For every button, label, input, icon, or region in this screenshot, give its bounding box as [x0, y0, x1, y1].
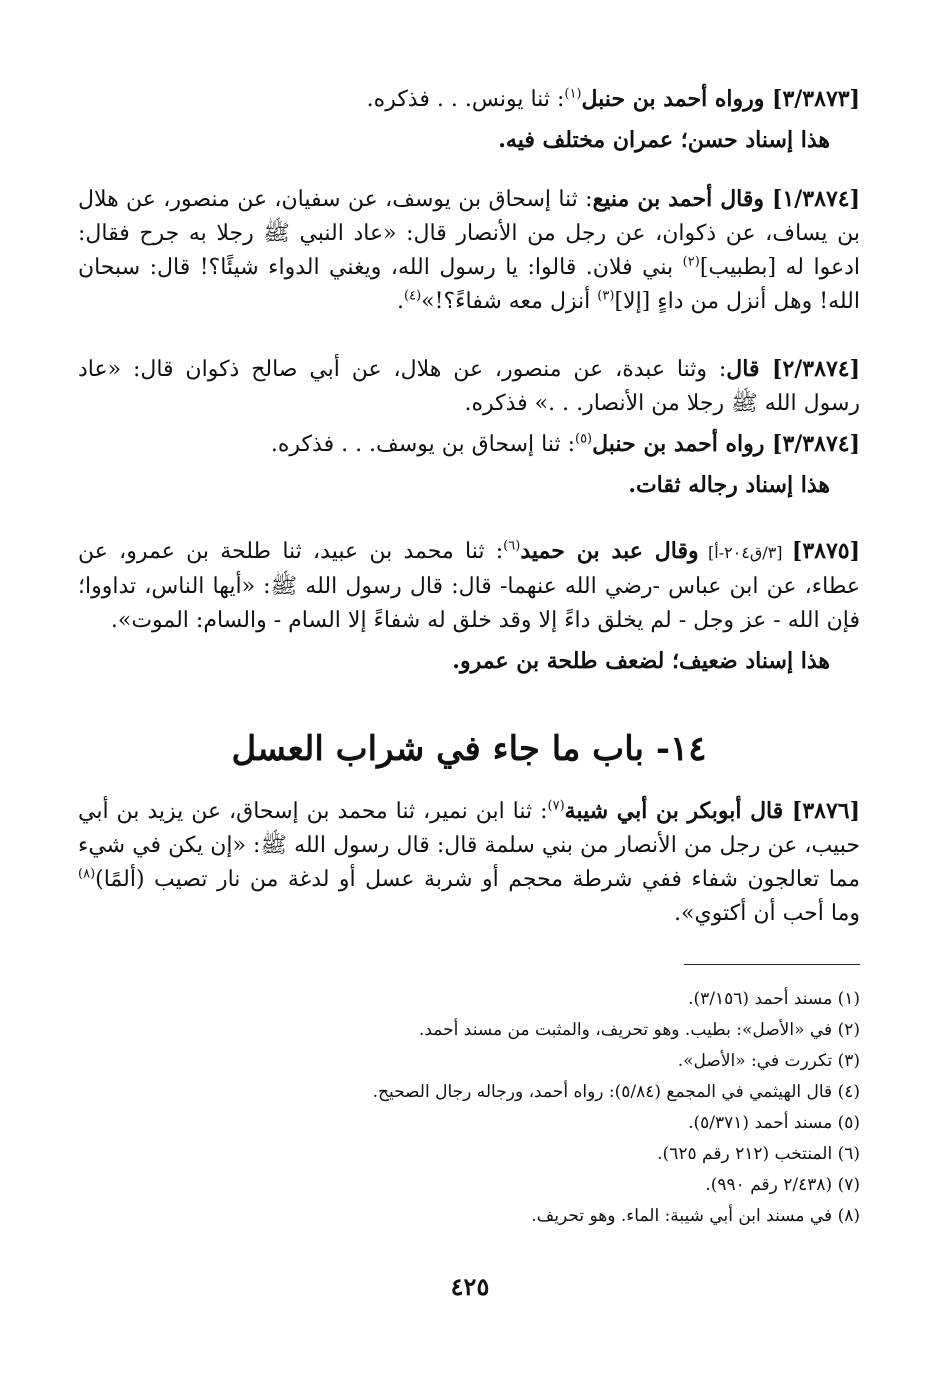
page-number: ٤٢٥: [450, 1272, 490, 1301]
footnote-separator: [684, 964, 860, 965]
grading-text: هذا إسناد رجاله ثقات.: [628, 472, 830, 498]
manuscript-ref: [٣/ق٢٠٤-أ]: [698, 543, 792, 562]
grading-line: [78, 644, 860, 679]
hadith-paragraph: [78, 182, 860, 319]
hadith-text: : ثنا يونس. . . فذكره.: [366, 87, 565, 112]
hadith-number: [٣٨٧٥]: [791, 538, 861, 564]
hadith-text: أنزل معه شفاءً؟!»: [421, 289, 598, 314]
hadith-text: .: [397, 289, 405, 314]
hadith-paragraph: [78, 82, 860, 117]
grading-text: هذا إسناد ضعيف؛ لضعف طلحة بن عمرو.: [452, 648, 830, 674]
hadith-text: وما أحب أن أكتوي».: [674, 901, 860, 926]
hadith-3875: [78, 534, 860, 679]
footnote-ref[interactable]: (٥): [574, 431, 593, 447]
grading-line: [78, 468, 860, 503]
hadith-text: : ثنا إسحاق بن يوسف. . . فذكره.: [270, 432, 575, 457]
hadith-3874-1: [78, 182, 860, 319]
footnote-ref[interactable]: (٧): [547, 798, 565, 814]
footnote-3: (٣) تكررت في: «الأصل».: [677, 1051, 860, 1071]
hadith-paragraph: [78, 794, 860, 931]
hadith-text: : ثنا محمد بن عبيد، ثنا طلحة بن عمرو، عن عطاء، عن ابن عباس -رضي الله عنهما- قال: قال رسول الله ﷺ: «أيها الناس، تداووا؛ فإن الله - عز وجل - لم يخلق داءً إلا وقد خلق له شفاءً إلا السام - والسام: الموت».: [78, 539, 860, 633]
footnote-ref[interactable]: (٢): [682, 254, 700, 270]
chapter-heading: ١٤- باب ما جاء في شراب العسل: [231, 729, 707, 769]
hadith-narrator: وقال عبد بن حميد: [520, 538, 699, 564]
footnote-7: (٧) (٢/٤٣٨ رقم ٩٩٠).: [705, 1175, 860, 1195]
hadith-text: : وثنا عبدة، عن منصور، عن هلال، عن أبي صالح ذكوان قال: «عاد رسول الله ﷺ رجلا من الأنصار. . .» فذكره.: [78, 357, 860, 416]
footnote-ref[interactable]: (٨): [78, 866, 96, 882]
footnote-6: (٦) المنتخب (٢١٢ رقم ٦٢٥).: [657, 1144, 860, 1164]
hadith-paragraph: [78, 352, 860, 421]
footnote-4: (٤) قال الهيثمي في المجمع (٥/٨٤): رواه أحمد، ورجاله رجال الصحيح.: [372, 1082, 860, 1102]
hadith-paragraph: [78, 534, 860, 638]
footnote-8: (٨) في مسند ابن أبي شيبة: الماء. وهو تحريف.: [531, 1206, 860, 1226]
grading-line: [78, 123, 860, 158]
hadith-number-narrator: [٣/٣٨٧٣] ورواه أحمد بن حنبل: [581, 86, 860, 112]
hadith-number-narrator: [٢/٣٨٧٤] قال: [726, 356, 860, 382]
footnote-ref[interactable]: (٤): [404, 288, 422, 304]
hadith-number-narrator: [٣٨٧٦] قال أبوبكر بن أبي شيبة: [564, 798, 860, 824]
hadith-text: : ثنا ابن نمير، ثنا محمد بن إسحاق، عن يزيد بن أبي حبيب، عن رجل من الأنصار من بني سلمة قال: قال رسول الله ﷺ: «إن يكن في شيء مما تعالجون شفاء ففي شرطة محجم أو شربة عسل أو لدغة من نار تصيب (ألمًا): [78, 799, 860, 892]
footnotes: [78, 984, 860, 1232]
footnote-ref[interactable]: (١): [564, 86, 582, 102]
hadith-3876: [78, 794, 860, 931]
footnote-1: (١) مسند أحمد (٣/١٥٦).: [688, 989, 860, 1009]
grading-text: هذا إسناد حسن؛ عمران مختلف فيه.: [498, 127, 830, 153]
hadith-text: : ثنا إسحاق بن يوسف، عن سفيان، عن منصور، عن هلال بن يساف، عن ذكوان، عن رجل من الأنصار قال: «عاد النبي ﷺ رجلا به جرح فقال: ادعوا له [بطبيب]: [78, 187, 860, 280]
hadith-number-narrator: [١/٣٨٧٤] وقال أحمد بن منيع: [592, 186, 860, 212]
hadith-3873-3: [78, 82, 860, 158]
footnote-2: (٢) في «الأصل»: بطيب. وهو تحريف، والمثبت من مسند أحمد.: [418, 1020, 860, 1040]
hadith-3874-2-3: [78, 352, 860, 503]
footnote-ref[interactable]: (٣): [597, 288, 615, 304]
hadith-paragraph: [78, 427, 860, 462]
hadith-number-narrator: [٣/٣٨٧٤] رواه أحمد بن حنبل: [592, 431, 860, 457]
footnote-5: (٥) مسند أحمد (٥/٣٧١).: [688, 1113, 860, 1133]
hadith-text: بني فلان. قالوا: يا رسول الله، ويغني الدواء شيئًا؟! قال: سبحان الله! وهل أنزل من داءٍ [إلا]: [78, 255, 860, 314]
footnote-ref[interactable]: (٦): [503, 538, 521, 554]
